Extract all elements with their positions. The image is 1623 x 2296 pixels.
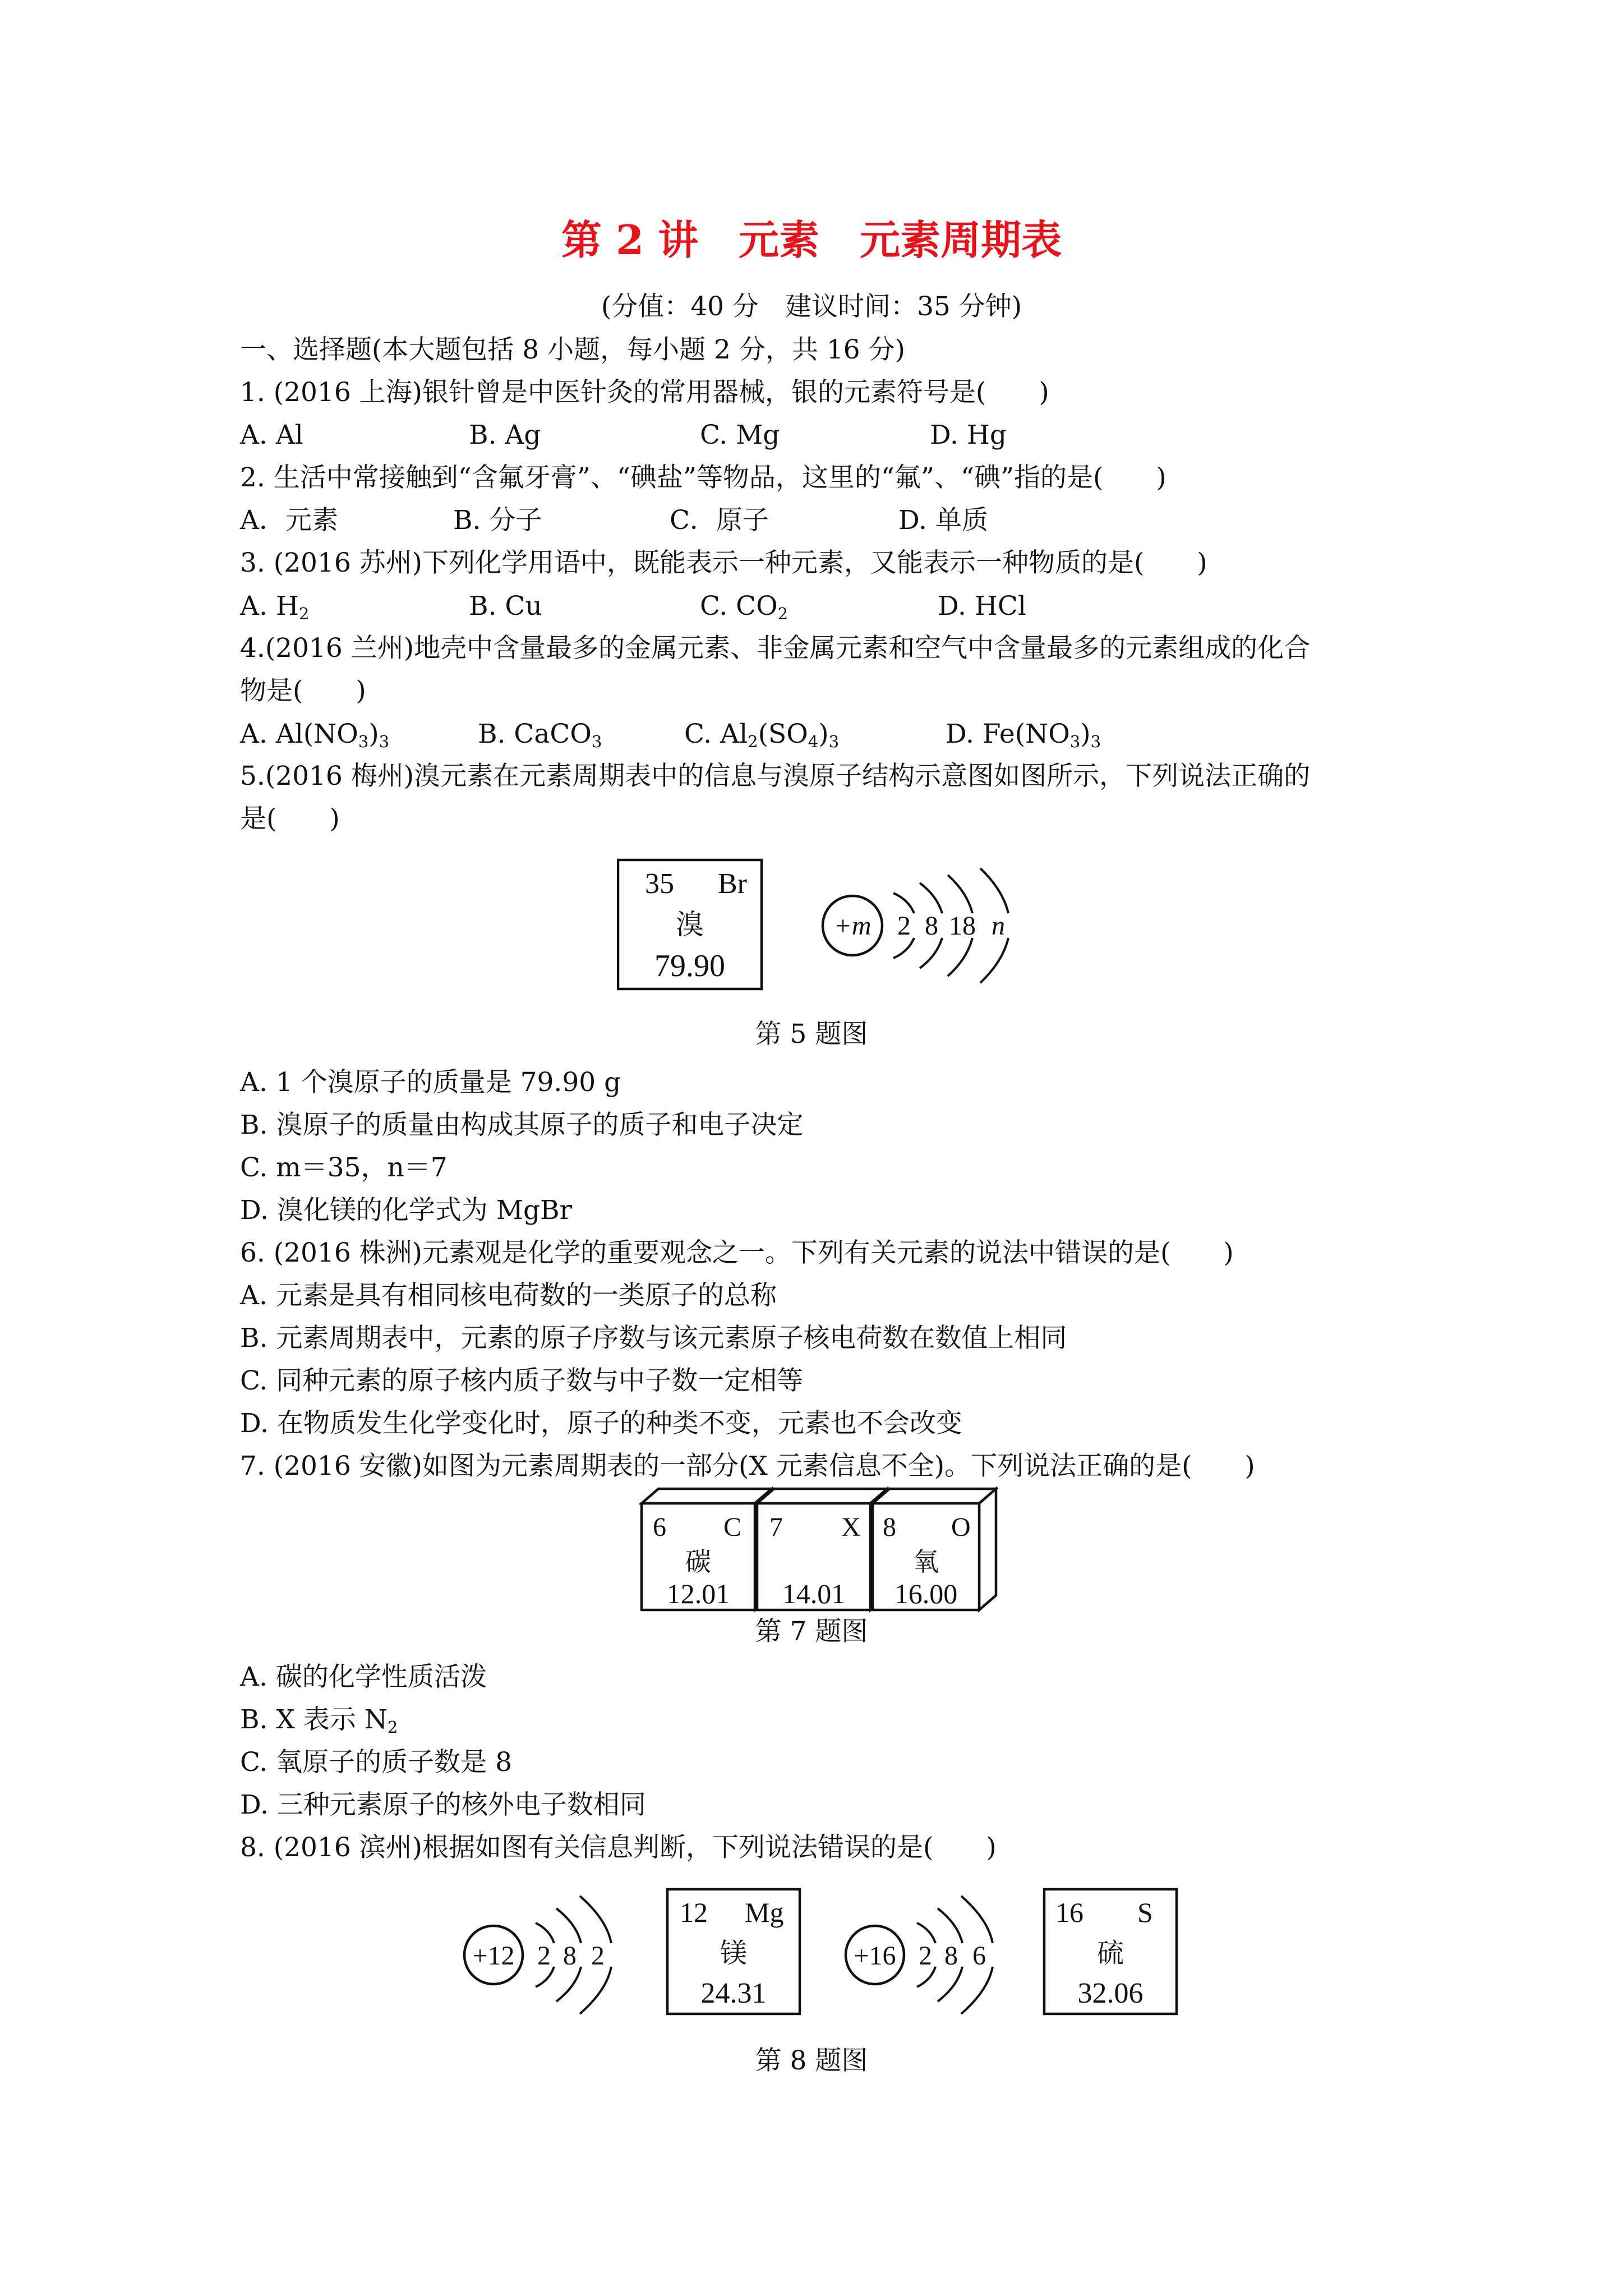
q4-option-a: A. $Al(NO_3)_3$ <box>240 719 390 752</box>
q2-option-d: D. 单质 <box>898 505 988 536</box>
exam-meta: (分值：40 分 建议时间：35 分钟) <box>601 291 1022 322</box>
s-shell-3: 6 <box>972 1941 986 1971</box>
q8-caption: 第 8 题图 <box>755 2045 868 2076</box>
q5-caption: 第 5 题图 <box>755 1019 868 1050</box>
q2-option-b: B. 分子 <box>453 505 542 536</box>
q4-option-c: C. $Al_2(SO_4)_3$ <box>684 719 840 752</box>
q3-option-b: B. Cu <box>469 591 542 622</box>
q5-option-d: D. 溴化镁的化学式为 MgBr <box>240 1195 573 1226</box>
q7-stem: 7. (2016 安徽)如图为元素周期表的一部分(X 元素信息不全)。下列说法正确的是( ) <box>240 1451 1255 1481</box>
s-atomic-number: 16 <box>1055 1897 1083 1928</box>
br-atomic-mass: 79.90 <box>654 949 725 983</box>
mg-atomic-mass: 24.31 <box>700 1977 767 2009</box>
br-shell-arc <box>948 938 972 976</box>
mg-shell-1: 2 <box>537 1941 551 1971</box>
mg-nuclear-charge: +12 <box>472 1941 515 1971</box>
s-name: 硫 <box>1096 1939 1124 1968</box>
q6-option-b: B. 元素周期表中，元素的原子序数与该元素原子核电荷数在数值上相同 <box>240 1323 1067 1354</box>
q4-option-d: D. $Fe(NO_3)_3$ <box>946 719 1101 752</box>
q3-option-d: D. HCl <box>938 591 1026 622</box>
br-shell-1: 2 <box>897 911 911 941</box>
q4-stem-line1: 4.(2016 兰州)地壳中含量最多的金属元素、非金属元素和空气中含量最多的元素组成的化合 <box>240 633 1311 664</box>
mg-shell-arc <box>580 1967 611 2014</box>
q1-option-a: A. Al <box>240 420 303 450</box>
cell-x-symbol: X <box>841 1512 861 1542</box>
q7-option-a: A. 碳的化学性质活泼 <box>240 1662 487 1692</box>
mg-shell-arc <box>580 1896 611 1943</box>
q5-stem-line1: 5.(2016 梅州)溴元素在元素周期表中的信息与溴原子结构示意图如图所示，下列说法正确的 <box>240 761 1311 792</box>
br-shell-arc <box>980 868 1008 913</box>
cell-c-number: 6 <box>653 1512 666 1542</box>
cell-c-symbol: C <box>723 1512 742 1542</box>
q7-option-c: C. 氧原子的质子数是 8 <box>240 1747 513 1778</box>
br-shell-2: 8 <box>925 911 938 941</box>
br-shell-3: 18 <box>949 911 976 941</box>
cell-c-mass: 12.01 <box>666 1578 730 1609</box>
q1-option-b: B. Ag <box>469 420 541 450</box>
mg-name: 镁 <box>720 1939 748 1968</box>
cell-o-number: 8 <box>883 1512 896 1542</box>
br-shell-arc <box>893 938 914 958</box>
br-name: 溴 <box>676 909 704 940</box>
q5-option-a: A. 1 个溴原子的质量是 79.90 g <box>240 1067 621 1098</box>
br-shell-arc <box>920 938 942 968</box>
q6-option-d: D. 在物质发生化学变化时，原子的种类不变，元素也不会改变 <box>240 1408 962 1439</box>
q5-option-b: B. 溴原子的质量由构成其原子的质子和电子决定 <box>240 1110 804 1140</box>
q1-option-c: C. Mg <box>700 420 780 450</box>
q4-option-b: B. CaCO$_3$ <box>478 719 602 752</box>
s-shell-1: 2 <box>919 1941 932 1971</box>
mg-shell-2: 8 <box>563 1941 577 1971</box>
q6-option-a: A. 元素是具有相同核电荷数的一类原子的总称 <box>240 1280 777 1311</box>
cell-x-mass: 14.01 <box>782 1578 846 1609</box>
page-title: 第 2 讲 元素 元素周期表 <box>561 216 1062 264</box>
q1-stem: 1. (2016 上海)银针曾是中医针灸的常用器械，银的元素符号是( ) <box>240 377 1049 408</box>
q6-option-c: C. 同种元素的原子核内质子数与中子数一定相等 <box>240 1365 804 1396</box>
cell-o-name: 氧 <box>913 1548 939 1576</box>
br-shell-arc <box>980 938 1008 983</box>
mg-shell-arc <box>556 1967 581 2001</box>
br-atomic-number: 35 <box>645 868 674 900</box>
q3-option-a: A. $H_2$ <box>240 591 310 624</box>
q5-option-c: C. m＝35，n＝7 <box>240 1152 448 1183</box>
q4-stem-line2: 物是( ) <box>240 675 366 706</box>
mg-shell-arc <box>536 1923 554 1943</box>
br-shell-4: n <box>992 911 1005 941</box>
cell-o-side <box>979 1489 996 1610</box>
mg-atomic-number: 12 <box>680 1897 708 1928</box>
s-shell-arc <box>938 1967 962 2001</box>
cell-c-name: 碳 <box>685 1548 711 1576</box>
q3-stem: 3. (2016 苏州)下列化学用语中，既能表示一种元素，又能表示一种物质的是( ) <box>240 547 1207 578</box>
q7-caption: 第 7 题图 <box>755 1616 868 1647</box>
mg-shell-arc <box>556 1908 581 1943</box>
cell-c-top <box>642 1489 772 1503</box>
q2-option-a: A．元素 <box>240 505 338 536</box>
s-shell-arc <box>938 1908 962 1943</box>
s-shell-arc <box>961 1967 993 2014</box>
br-nuclear-charge: +m <box>833 911 872 941</box>
mg-symbol: Mg <box>745 1897 784 1928</box>
section-heading: 一、选择题(本大题包括 8 小题，每小题 2 分，共 16 分) <box>240 334 905 365</box>
cell-x-number: 7 <box>769 1512 783 1542</box>
q5-figure <box>617 858 1021 993</box>
q2-option-c: C．原子 <box>670 505 769 536</box>
s-symbol: S <box>1137 1897 1153 1928</box>
br-symbol: Br <box>718 868 747 900</box>
cell-o-symbol: O <box>951 1512 971 1542</box>
q2-stem: 2. 生活中常接触到“含氟牙膏”、“碘盐”等物品，这里的“氟”、“碘”指的是( ) <box>240 462 1166 493</box>
br-shell-arc <box>893 893 914 913</box>
cell-o-top <box>873 1489 996 1503</box>
s-shell-arc <box>961 1896 993 1943</box>
q8-figure <box>460 1874 1200 2019</box>
cell-o-mass: 16.00 <box>894 1578 958 1609</box>
q7-option-b: B. X 表示 $N_2$ <box>240 1704 398 1737</box>
q5-stem-line2: 是( ) <box>240 803 340 834</box>
q3-option-c: C. $CO_2$ <box>700 591 789 624</box>
q1-option-d: D. Hg <box>930 420 1007 450</box>
s-shell-2: 8 <box>944 1941 958 1971</box>
q8-stem: 8. (2016 滨州)根据如图有关信息判断，下列说法错误的是( ) <box>240 1832 997 1863</box>
br-shell-arc <box>948 875 972 913</box>
cell-x-top <box>757 1489 887 1503</box>
s-nuclear-charge: +16 <box>854 1941 896 1971</box>
br-shell-arc <box>920 883 942 913</box>
q7-figure <box>639 1487 998 1614</box>
q6-stem: 6. (2016 株洲)元素观是化学的重要观念之一。下列有关元素的说法中错误的是( ) <box>240 1237 1234 1268</box>
s-atomic-mass: 32.06 <box>1077 1977 1144 2009</box>
mg-shell-3: 2 <box>591 1941 605 1971</box>
q7-option-d: D. 三种元素原子的核外电子数相同 <box>240 1789 646 1820</box>
s-shell-arc <box>917 1923 935 1943</box>
